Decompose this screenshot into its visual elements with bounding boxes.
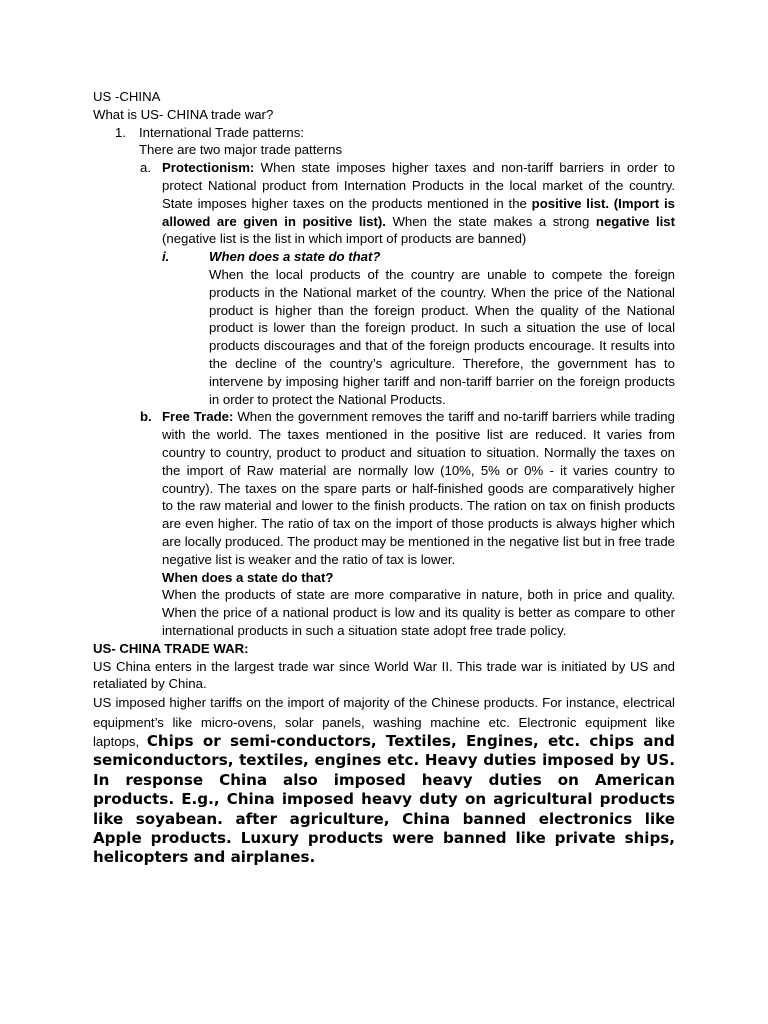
item-a-text2: When the state makes a strong xyxy=(385,213,596,229)
item-a-positive-list: positive list. (Import is allowed are given in positive list). xyxy=(162,195,675,229)
section-2-heading: US- CHINA TRADE WAR: xyxy=(93,640,249,656)
item-a-text1: When state imposes higher taxes and non-tariff barriers in order to protect National product from Internation Products in the local market of the country. State imposes higher taxes on the products mentioned in the xyxy=(162,160,675,211)
section-2-para2 xyxy=(93,693,675,868)
sub-item-i-marker: i. xyxy=(162,249,170,265)
item-b-when-text: When the products of state are more comparative in nature, both in price and quality. When the price of a national product is low and its quality is better as compare to other international products in such a situation state adopt free trade policy. xyxy=(162,587,675,638)
section-2-para1: US China enters in the largest trade war since World War II. This trade war is initiated by US and retaliated by China. xyxy=(93,658,675,692)
section-1-heading xyxy=(115,124,675,142)
document-body xyxy=(93,88,675,868)
item-a-protectionism xyxy=(140,159,675,248)
item-a-negative-list: negative list xyxy=(595,213,675,229)
sub-item-i-heading: When does a state do that? xyxy=(209,249,381,265)
item-b-marker: b. xyxy=(140,409,152,425)
item-b-text: When the government removes the tariff and no-tariff barriers while trading with the world. The taxes mentioned in the positive list are reduced. It varies from country to country, product to product and situation to situation. Normally the taxes on the import of Raw material are normally low (10%, 5% or 0% - it varies country to country). The taxes on the spare parts or half-finished goods are comparatively higher to the raw material and lower to the finish products. The ration on tax on finish products are even higher. The ratio of tax on the import of those products is always higher which are locally produced. The product may be mentioned in the negative list but in free trade negative list is weaker and the ratio of tax is lower. xyxy=(162,409,675,567)
section-2-para2-heavy: Chips or semi-conductors, Textiles, Engines, etc. chips and semiconductors, textiles, engines etc. Heavy duties imposed by US. In response China also imposed heavy duties on American products. E.g., China imposed heavy duty on agricultural products like soyabean. after agriculture, China banned electronics like Apple products. Luxury products were banned like private ships, helicopters and airplanes. xyxy=(93,731,675,867)
section-1-number: 1. xyxy=(115,124,126,140)
doc-question: What is US- CHINA trade war? xyxy=(93,106,274,122)
item-a-text3: (negative list is the list in which import of products are banned) xyxy=(162,231,527,247)
item-a-marker: a. xyxy=(140,160,151,176)
doc-title: US -CHINA xyxy=(93,89,161,104)
section-2-para2-lead: US imposed higher tariffs on the import of majority of the Chinese products. For instance, electrical equipment’s like micro-ovens, solar panels, washing machine etc. Electronic equipment like laptops, xyxy=(93,695,675,749)
item-a-label: Protectionism: xyxy=(162,160,255,176)
sub-item-i xyxy=(162,248,675,266)
item-b-free-trade xyxy=(140,408,675,568)
section-1-title: International Trade patterns: xyxy=(139,124,304,140)
sub-item-i-text: When the local products of the country are unable to compete the foreign products in the National market of the country. When the price of the National product is higher than the foreign product. When the quality of the National product is lower than the foreign product. In such a situation the use of local products discourages and that of the foreign products encourage. It results into the decline of the country’s agriculture. Therefore, the government has to intervene by imposing higher tariff and non-tariff barrier on the foreign products in order to protect the National Products. xyxy=(209,266,675,407)
item-b-when-heading: When does a state do that? xyxy=(162,569,334,585)
item-b-label: Free Trade: xyxy=(162,409,234,425)
section-1-intro: There are two major trade patterns xyxy=(139,142,343,158)
